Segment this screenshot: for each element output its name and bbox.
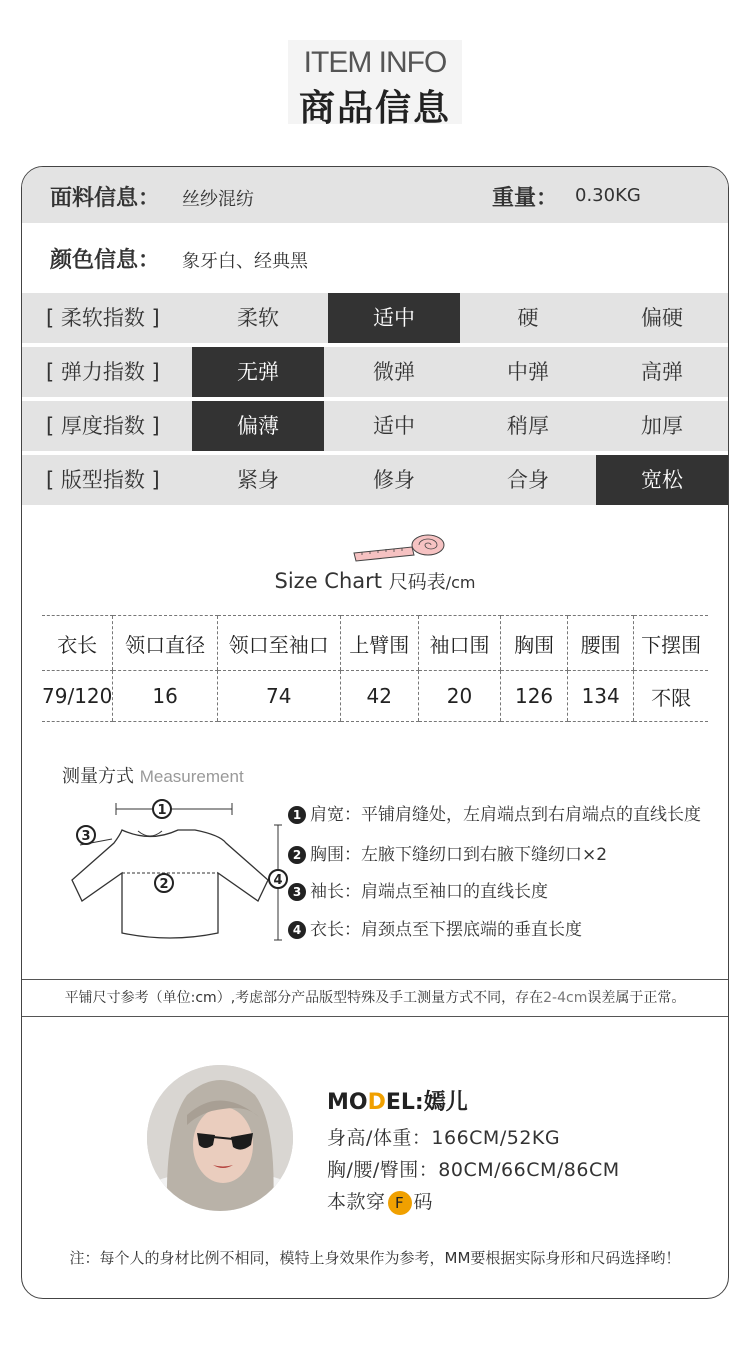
- tape-measure-icon: [352, 533, 448, 563]
- size-header-cell: 腰围: [568, 616, 634, 671]
- fabric-label: 面料信息：: [50, 186, 161, 211]
- size-value-cell: 79/120: [42, 671, 113, 722]
- measurement-title: [62, 762, 244, 788]
- svg-text:2: 2: [159, 877, 169, 892]
- number-3-badge: 3: [288, 883, 306, 901]
- model-label-mo: MO: [327, 1090, 368, 1115]
- index-option: 适中: [373, 414, 415, 438]
- diagram-marker-2: [155, 874, 173, 892]
- index-row-label: [ 弹力指数 ]: [46, 360, 160, 384]
- index-option: 稍厚: [507, 414, 549, 438]
- model-name: [327, 1085, 468, 1116]
- size-chart-title: [22, 567, 728, 594]
- number-2-badge: 2: [288, 846, 306, 864]
- index-option: 微弹: [373, 360, 415, 384]
- model-photo: [147, 1065, 293, 1211]
- index-option: 合身: [507, 468, 549, 492]
- size-header-cell: 袖口围: [418, 616, 500, 671]
- size-value-cell: 16: [113, 671, 217, 722]
- index-row: [22, 347, 728, 397]
- model-label-d: D: [367, 1090, 386, 1115]
- size-chart-unit: /cm: [445, 573, 476, 592]
- measurement-item-4: [288, 915, 582, 940]
- page-header: [0, 0, 750, 165]
- size-chart-title-en: Size Chart: [274, 569, 382, 593]
- color-row: [22, 227, 728, 289]
- product-info-card: [21, 166, 729, 1299]
- measurement-item-1: [288, 800, 701, 825]
- model-height-weight: 身高/体重：166CM/52KG: [327, 1127, 561, 1149]
- diagram-marker-4: [269, 870, 287, 888]
- wear-size-label: 本款穿: [327, 1191, 386, 1213]
- note-highlight: 2-4cm: [543, 990, 588, 1006]
- size-value-cell: 42: [340, 671, 418, 722]
- weight-value: 0.30KG: [575, 185, 641, 206]
- model-label-el: EL:: [385, 1090, 424, 1115]
- index-option: 中弹: [507, 360, 549, 384]
- size-header-cell: 胸围: [501, 616, 568, 671]
- number-4-badge: 4: [288, 921, 306, 939]
- index-option: 紧身: [237, 468, 279, 492]
- garment-diagram: [50, 795, 290, 945]
- index-option-selected: 无弹: [192, 347, 324, 397]
- index-option-selected: 偏薄: [192, 401, 324, 451]
- size-value-cell: 不限: [634, 671, 708, 722]
- title-cn: 商品信息: [298, 88, 451, 129]
- measurement-note: [22, 979, 728, 1017]
- measurement-title-cn: 测量方式: [62, 766, 134, 787]
- model-avatar: [147, 1065, 293, 1211]
- measurement-item-text: 胸围：左腋下缝纫口到右腋下缝纫口×2: [310, 845, 608, 865]
- index-option: 高弹: [641, 360, 683, 384]
- size-header-cell: 衣长: [42, 616, 113, 671]
- index-option: 偏硬: [641, 306, 683, 330]
- index-row-label: [ 柔软指数 ]: [46, 306, 160, 330]
- size-badge: F: [388, 1191, 412, 1215]
- weight-label: 重量：: [492, 186, 559, 211]
- size-header-cell: 领口直径: [113, 616, 217, 671]
- model-measurements: 胸/腰/臀围：80CM/66CM/86CM: [327, 1159, 620, 1181]
- size-table-header-row: [42, 616, 708, 671]
- measurement-item-text: 袖长：肩端点至袖口的直线长度: [310, 882, 548, 902]
- size-chart-title-cn: 尺码表: [388, 571, 446, 593]
- fabric-value: 丝纱混纺: [182, 189, 254, 210]
- color-value: 象牙白、经典黑: [182, 251, 308, 272]
- index-option-selected: 适中: [328, 293, 460, 343]
- size-header-cell: 上臂围: [340, 616, 418, 671]
- diagram-marker-3: [77, 826, 95, 844]
- title-en: ITEM INFO: [303, 46, 447, 79]
- index-option: 加厚: [641, 414, 683, 438]
- fabric-weight-row: [22, 167, 728, 223]
- index-option: 修身: [373, 468, 415, 492]
- measurement-item-text: 衣长：肩颈点至下摆底端的垂直长度: [310, 920, 582, 940]
- note-text-end: 误差属于正常。: [587, 990, 686, 1006]
- model-name-text: 嫣儿: [423, 1090, 468, 1115]
- index-option: 硬: [517, 306, 539, 330]
- size-table: [42, 615, 708, 722]
- size-header-cell: 领口至袖口: [217, 616, 340, 671]
- size-header-cell: 下摆围: [634, 616, 708, 671]
- measurement-item-2: [288, 840, 607, 865]
- measurement-item-3: [288, 877, 548, 902]
- size-value-cell: 74: [217, 671, 340, 722]
- measurement-item-text: 肩宽：平铺肩缝处，左肩端点到右肩端点的直线长度: [310, 805, 701, 825]
- note-text: 平铺尺寸参考（单位:cm）,考虑部分产品版型特殊及手工测量方式不同，存在: [64, 990, 544, 1006]
- index-row: [22, 455, 728, 505]
- svg-text:3: 3: [81, 829, 91, 844]
- number-1-badge: 1: [288, 806, 306, 824]
- index-row-label: [ 版型指数 ]: [46, 468, 160, 492]
- svg-text:4: 4: [273, 873, 283, 888]
- color-label: 颜色信息：: [50, 248, 161, 273]
- model-wear-size: [327, 1187, 433, 1215]
- wear-size-suffix: 码: [413, 1191, 434, 1213]
- index-row-label: [ 厚度指数 ]: [46, 414, 160, 438]
- size-value-cell: 134: [568, 671, 634, 722]
- index-row: [22, 401, 728, 451]
- size-table-value-row: [42, 671, 708, 722]
- size-value-cell: 20: [418, 671, 500, 722]
- index-row: [22, 293, 728, 343]
- index-option-selected: 宽松: [596, 455, 728, 505]
- diagram-marker-1: [153, 800, 171, 818]
- index-option: 柔软: [237, 306, 279, 330]
- footer-note: 注：每个人的身材比例不相同，模特上身效果作为参考，MM要根据实际身形和尺码选择哟！: [69, 1249, 681, 1267]
- svg-text:1: 1: [157, 803, 167, 818]
- measurement-title-en: Measurement: [139, 767, 244, 786]
- size-value-cell: 126: [501, 671, 568, 722]
